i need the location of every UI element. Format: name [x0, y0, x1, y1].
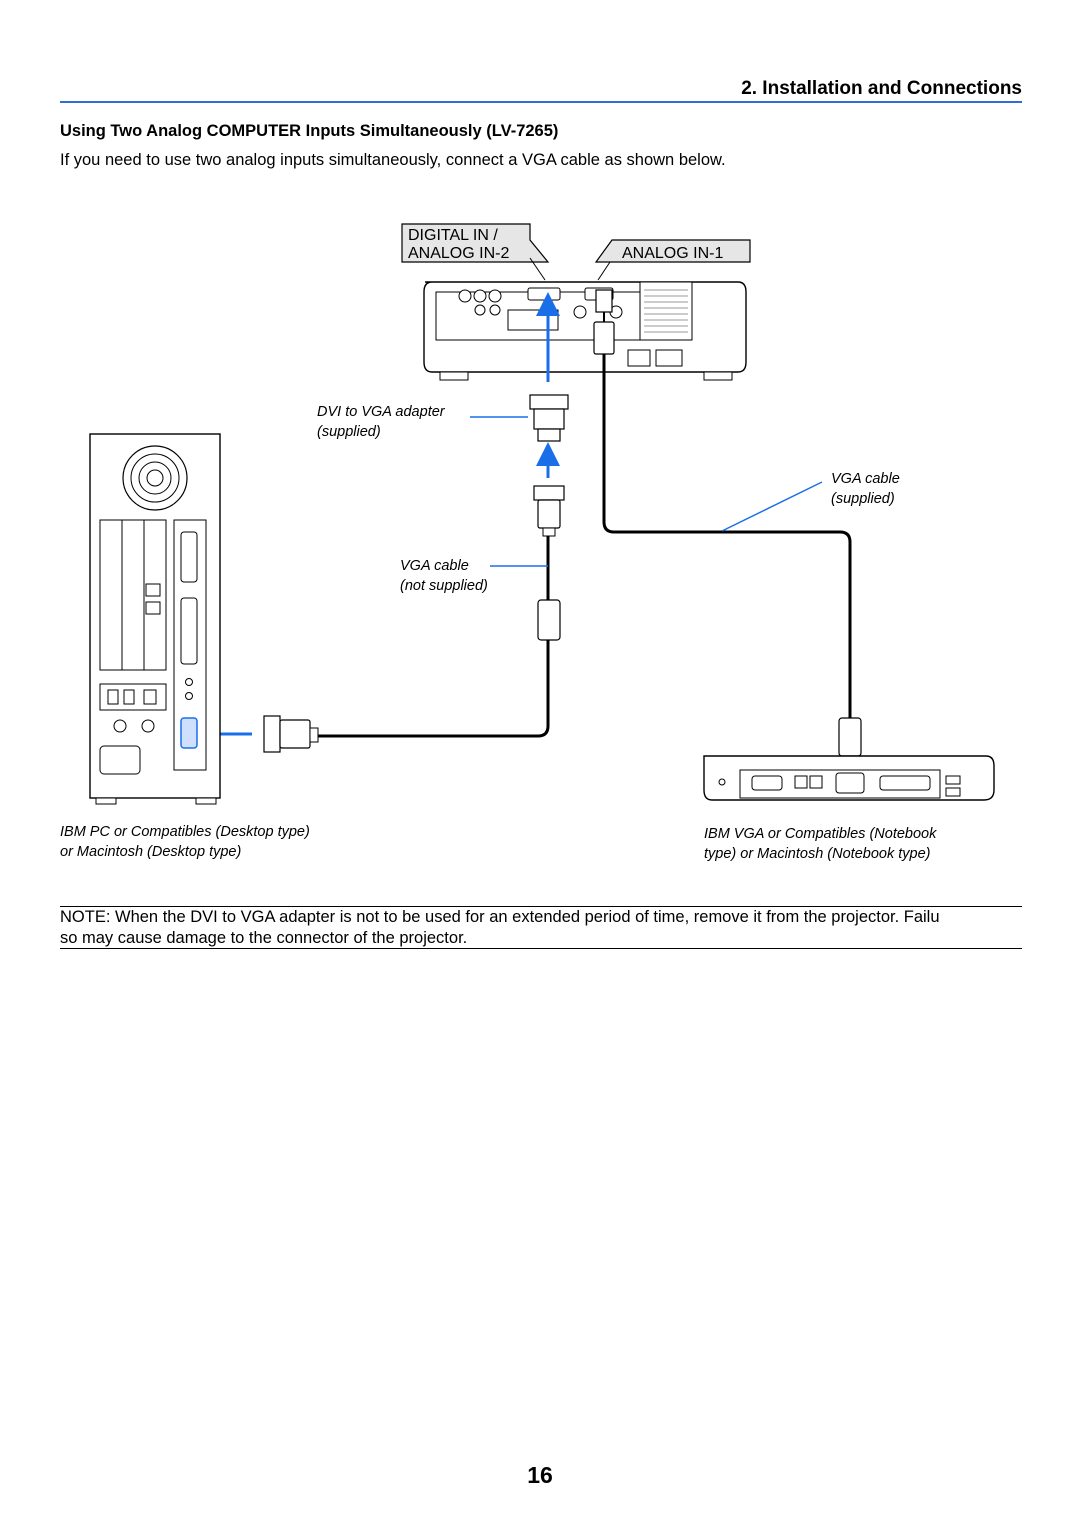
digital-in-label-line1: DIGITAL IN /: [408, 227, 498, 244]
notebook-illustration: [704, 756, 994, 800]
note-line2: so may cause damage to the connector of the projector.: [60, 929, 468, 947]
dvi-vga-adapter: [530, 395, 568, 441]
ferrite-core-right: [839, 718, 861, 756]
digital-in-label-box: [402, 224, 548, 280]
section-title: 2. Installation and Connections: [741, 78, 1022, 99]
vga-plug-desktop: [264, 716, 318, 752]
note-line1: NOTE: When the DVI to VGA adapter is not to be used for an extended period of time, remove it from the projector. Failu: [60, 908, 940, 926]
vga-supplied-line2: (supplied): [831, 491, 895, 507]
intro-text: If you need to use two analog inputs simultaneously, connect a VGA cable as shown below.: [60, 151, 726, 169]
analog-in1-label-box: [596, 240, 750, 280]
note-rule-bottom: [60, 948, 1022, 949]
analog-in1-label: ANALOG IN-1: [622, 245, 724, 262]
page-number: 16: [527, 1462, 553, 1488]
vga-not-supplied-line1: VGA cable: [400, 558, 469, 574]
notebook-caption-line1: IBM VGA or Compatibles (Notebook: [704, 826, 937, 842]
note-block: [60, 907, 1080, 949]
ferrite-core-left: [538, 600, 560, 640]
notebook-caption-line2: type) or Macintosh (Notebook type): [704, 846, 931, 862]
projector-illustration: [424, 282, 746, 380]
desktop-caption-line2: or Macintosh (Desktop type): [60, 844, 242, 860]
vga-cable-supplied: [604, 354, 850, 770]
adapter-label-line2: (supplied): [317, 424, 381, 440]
digital-in-label-line2: ANALOG IN-2: [408, 245, 510, 262]
vga-cable-plug-top: [534, 486, 564, 536]
desktop-caption-line1: IBM PC or Compatibles (Desktop type): [60, 824, 310, 840]
adapter-label-line1: DVI to VGA adapter: [317, 404, 445, 420]
desktop-pc-illustration: [90, 434, 220, 804]
vga-not-supplied-line2: (not supplied): [400, 578, 488, 594]
subheading: Using Two Analog COMPUTER Inputs Simultaneously (LV-7265): [60, 122, 559, 140]
vga-supplied-line1: VGA cable: [831, 471, 900, 487]
projector-vga-plug: [594, 290, 614, 354]
